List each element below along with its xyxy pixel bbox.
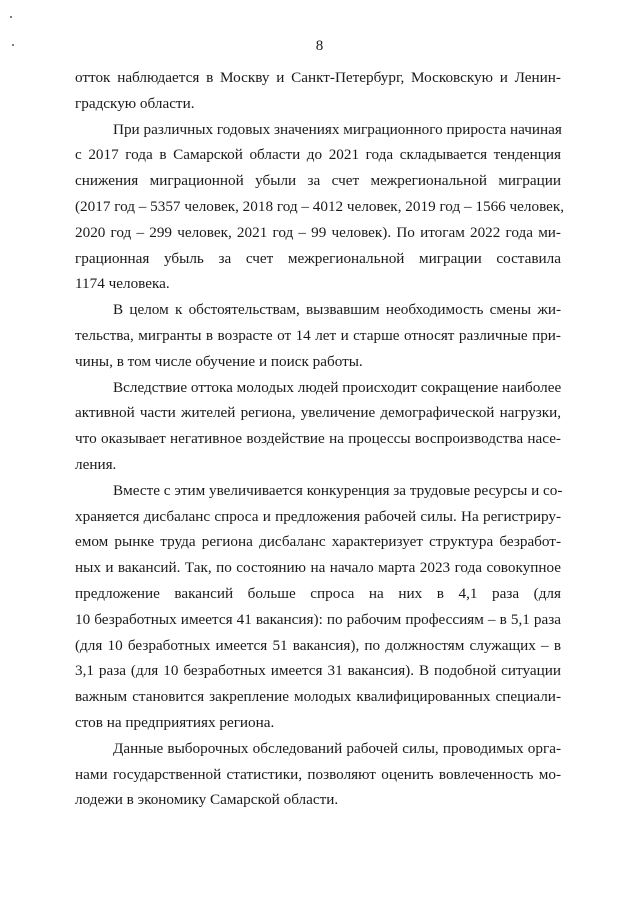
text-line: ных и вакансий. Так, по состоянию на начало марта 2023 года совокупное	[75, 559, 561, 577]
text-line: грационная убыль за счет межрегиональной миграции составила	[75, 249, 561, 267]
paragraph-continuation	[75, 65, 561, 117]
text-line: 3,1 раза (для 10 безработных имеется 31 вакансия). В подобной ситуации	[75, 662, 561, 680]
paragraph-migration-growth	[75, 117, 565, 298]
text-line: 2020 год – 299 человек, 2021 год – 99 человек). По итогам 2022 года ми-	[75, 223, 561, 241]
text-line: При различных годовых значениях миграционного прироста начиная	[113, 120, 562, 138]
text-line: Вследствие оттока молодых людей происходит сокращение наиболее	[113, 378, 562, 396]
text-line: с 2017 года в Самарской области до 2021 года складывается тенденция	[75, 146, 561, 164]
text-line: важным становится закрепление молодых квалифицированных специали-	[75, 688, 561, 706]
text-line: храняется дисбаланс спроса и предложения рабочей силы. На регистриру-	[75, 507, 561, 525]
text-line: В целом к обстоятельствам, вызвавшим необходимость смены жи-	[113, 301, 561, 319]
text-line: чины, в том числе обучение и поиск работы.	[75, 352, 363, 370]
document-body	[75, 65, 565, 813]
text-line: (2017 год – 5357 человек, 2018 год – 4012 человек, 2019 год – 1566 человек,	[75, 197, 565, 215]
text-line: 1174 человека.	[75, 275, 170, 293]
text-line: тельства, мигранты в возрасте от 14 лет и старше относят различные при-	[75, 326, 561, 344]
text-line: что оказывает негативное воздействие на процессы воспроизводства насе-	[75, 430, 561, 448]
text-line: Вместе с этим увеличивается конкуренция за трудовые ресурсы и со-	[113, 481, 563, 499]
text-line: отток наблюдается в Москву и Санкт-Петербург, Московскую и Ленин-	[75, 69, 561, 86]
paragraph-reasons	[75, 297, 561, 374]
text-line: предложение вакансий больше спроса на них в 4,1 раза (для	[75, 584, 561, 602]
page-number: 8	[315, 38, 324, 54]
paragraph-labor-market	[75, 478, 561, 736]
text-line: стов на предприятиях региона.	[75, 713, 275, 731]
text-line: Данные выборочных обследований рабочей силы, проводимых орга-	[113, 739, 561, 757]
text-line: лодежи в экономику Самарской области.	[75, 791, 339, 809]
text-line: снижения миграционной убыли за счет межрегиональной миграции	[75, 172, 561, 190]
text-line: активной части жителей региона, увеличение демографической нагрузки,	[75, 404, 561, 422]
paragraph-outflow-effects	[75, 375, 561, 478]
text-line: градскую области.	[75, 94, 195, 112]
text-line: емом рынке труда региона дисбаланс характеризует структура безработ-	[75, 533, 561, 551]
paragraph-survey-data	[75, 736, 561, 813]
text-line: нами государственной статистики, позволяют оценить вовлеченность мо-	[75, 765, 561, 783]
scan-speck	[10, 16, 12, 18]
text-line: 10 безработных имеется 41 вакансия): по рабочим профессиям – в 5,1 раза	[75, 610, 561, 628]
text-line: ления.	[75, 455, 117, 473]
text-line: (для 10 безработных имеется 51 вакансия), по должностям служащих – в	[75, 636, 561, 654]
